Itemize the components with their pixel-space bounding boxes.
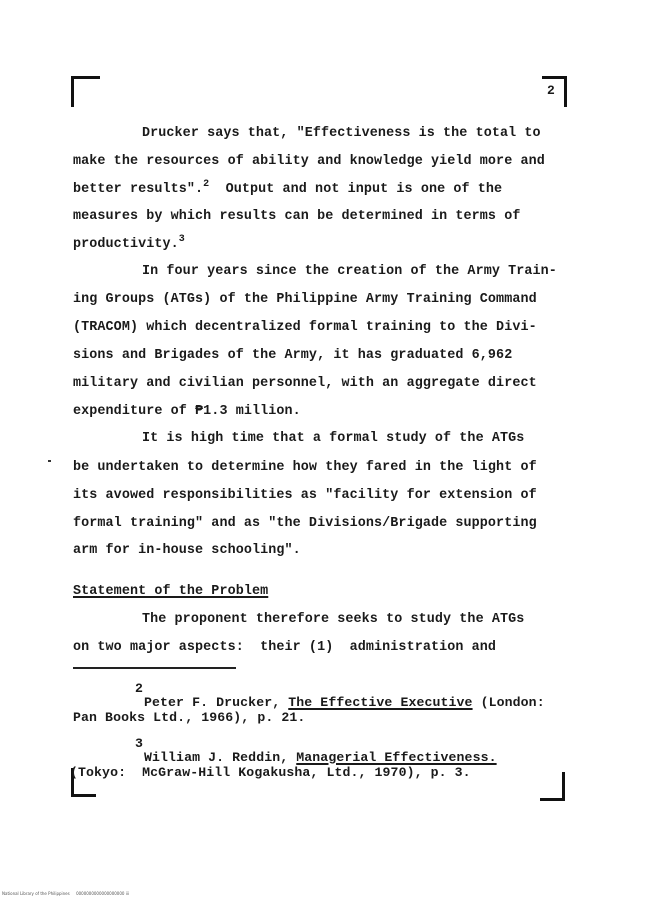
footnote-ref-2: 2 [203,179,210,190]
footnote-2-line-2: Pan Books Ltd., 1966), p. 21. [73,710,306,725]
footnote-ref-3: 3 [178,234,185,245]
crop-mark-bottom-right [540,772,565,801]
page-number: 2 [547,83,555,98]
footnote-2-publisher: (London: [472,695,545,710]
footnote-3-title: Managerial Effectiveness. [296,750,497,765]
paragraph-1-line-1: Drucker says that, "Effectiveness is the total to [142,126,541,141]
paragraph-3-line-1: It is high time that a formal study of the ATGs [142,431,525,446]
scan-imprint: National Library of the Philippines 0000000000000000000 iii [2,891,130,896]
footnote-3-line-1 [144,750,497,765]
paragraph-4-line-2: on two major aspects: their (1) administration and [73,640,497,655]
paragraph-3-line-2: be undertaken to determine how they fared in the light of [73,460,537,475]
paragraph-2-line-1: In four years since the creation of the Army Train- [142,264,557,279]
paragraph-1-text: better results". [73,182,204,197]
footnote-separator [73,667,236,669]
footnote-2-line-1 [144,695,545,710]
paragraph-1-text: Output and not input is one of the [225,182,503,197]
paragraph-1-line-5 [73,234,185,252]
paragraph-3-line-4: formal training" and as "the Divisions/Brigade supporting [73,516,537,531]
paragraph-2-line-4: sions and Brigades of the Army, it has graduated 6,962 [73,348,513,363]
footnote-3-author: William J. Reddin, [144,750,297,765]
paragraph-2-line-3: (TRACOM) which decentralized formal training to the Divi- [73,320,537,335]
paragraph-1-text: productivity. [73,237,179,252]
paragraph-2-line-5: military and civilian personnel, with an aggregate direct [73,376,537,391]
paragraph-4-line-1: The proponent therefore seeks to study the ATGs [142,612,525,627]
paragraph-3-line-3: its avowed responsibilities as "facility for extension of [73,488,537,503]
footnote-2-title: The Effective Executive [288,695,473,710]
paragraph-1-line-4: measures by which results can be determined in terms of [73,209,521,224]
footnote-3-line-2: (Tokyo: McGraw-Hill Kogakusha, Ltd., 1970), p. 3. [70,765,471,780]
footnote-2-mark: 2 [135,681,144,696]
section-heading: Statement of the Problem [73,584,269,599]
paragraph-1-line-2: make the resources of ability and knowledge yield more and [73,154,545,169]
paragraph-1-line-3 [73,179,503,197]
paragraph-3-line-5: arm for in-house schooling". [73,543,301,558]
crop-mark-top-left [71,76,100,107]
footnote-3-mark: 3 [135,736,144,751]
margin-tick [48,460,51,462]
paragraph-2-line-2: ing Groups (ATGs) of the Philippine Army Training Command [73,292,537,307]
footnote-2-author: Peter F. Drucker, [144,695,289,710]
paragraph-2-line-6: expenditure of ₱1.3 million. [73,404,301,419]
